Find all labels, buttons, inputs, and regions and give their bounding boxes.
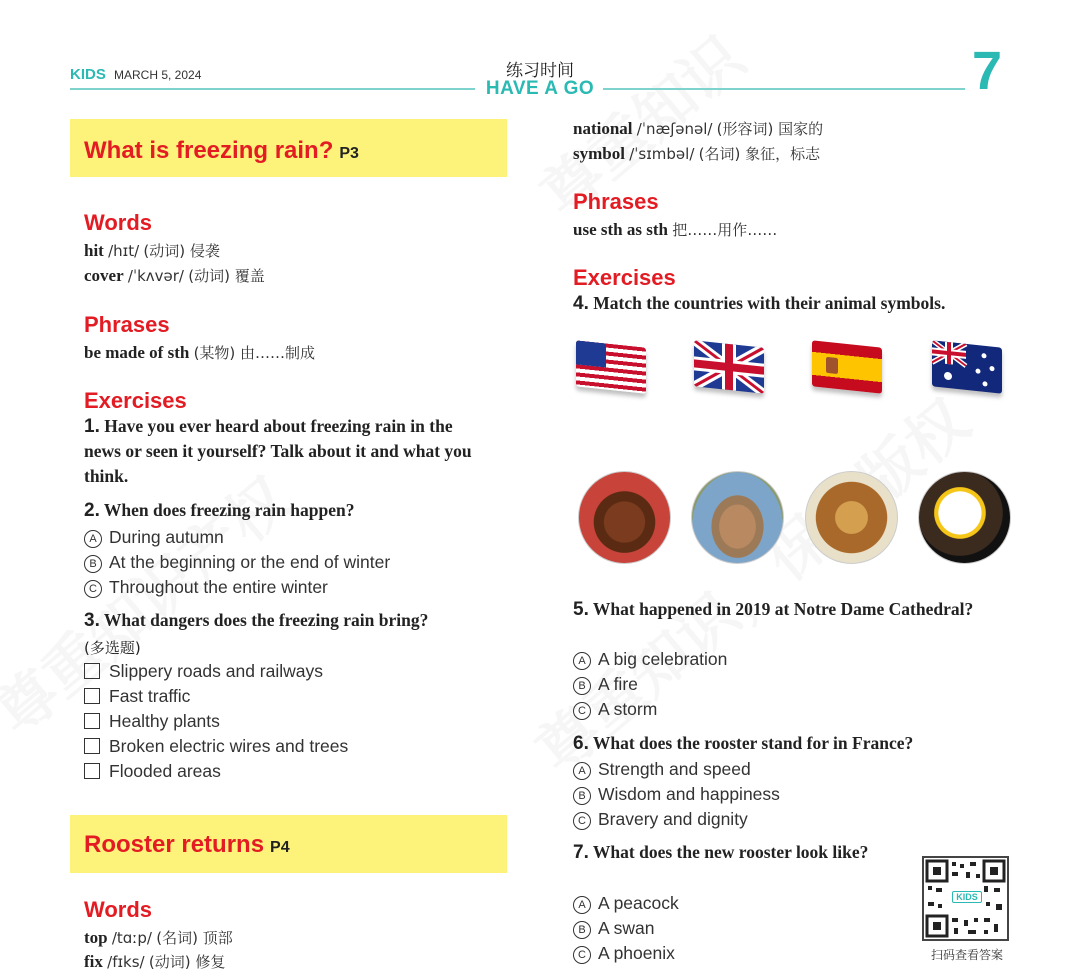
header-rule-right xyxy=(603,88,965,90)
question-3: 3. What dangers does the freezing rain bring? xyxy=(84,610,429,631)
qr-logo: KIDS xyxy=(952,891,982,903)
checkbox-option[interactable]: Broken electric wires and trees xyxy=(84,736,348,757)
checkbox-option[interactable]: Flooded areas xyxy=(84,761,221,782)
option-c[interactable]: C A phoenix xyxy=(573,943,675,964)
qr-caption: 扫码查看答案 xyxy=(930,948,1003,962)
phrase-entry: be made of sth (某物) 由……制成 xyxy=(84,343,316,362)
kangaroo-image xyxy=(691,471,784,564)
question-2: 2. When does freezing rain happen? xyxy=(84,500,355,521)
option-b[interactable]: B A swan xyxy=(573,918,654,939)
option-a[interactable]: A A big celebration xyxy=(573,649,727,670)
checkbox[interactable] xyxy=(84,663,100,679)
word-entry: fix /fɪks/ (动词) 修复 xyxy=(84,952,226,969)
word-entry: cover /ˈkʌvər/ (动词) 覆盖 xyxy=(84,266,265,285)
phrase-entry: use sth as sth 把……用作…… xyxy=(573,220,778,239)
bull-image xyxy=(578,471,671,564)
australia-flag xyxy=(932,340,1002,393)
section-title-cn: 练习时间 xyxy=(506,61,574,81)
section-banner xyxy=(70,815,507,873)
checkbox[interactable] xyxy=(84,738,100,754)
checkbox-option[interactable]: Healthy plants xyxy=(84,711,220,732)
words-heading: Words xyxy=(84,897,153,922)
eagle-image xyxy=(918,471,1011,564)
option-c[interactable]: C A storm xyxy=(573,699,657,720)
exercises-heading: Exercises xyxy=(84,388,187,413)
word-entry: top /tɑːp/ (名词) 顶部 xyxy=(84,928,233,947)
option-a[interactable]: A A peacock xyxy=(573,893,679,914)
header-rule-left xyxy=(70,88,475,90)
qr-code[interactable] xyxy=(922,856,1009,941)
exercises-heading: Exercises xyxy=(573,265,676,290)
section-title: What is freezing rain? P3 xyxy=(84,137,359,164)
issue-date: MARCH 5, 2024 xyxy=(114,68,202,82)
page-ref: P4 xyxy=(270,839,290,856)
question-1: 1. Have you ever heard about freezing rain in the news or seen it yourself? Talk about it and what you think. xyxy=(84,416,472,486)
phrases-heading: Phrases xyxy=(573,189,659,214)
option-c[interactable]: C Throughout the entire winter xyxy=(84,577,328,598)
question-5: 5. What happened in 2019 at Notre Dame Cathedral? xyxy=(573,599,974,620)
checkbox[interactable] xyxy=(84,713,100,729)
brand-name: KIDS xyxy=(70,66,106,83)
section-banner xyxy=(70,119,507,177)
word-entry: hit /hɪt/ (动词) 侵袭 xyxy=(84,241,220,260)
question-6: 6. What does the rooster stand for in France? xyxy=(573,733,914,754)
word-entry: symbol /ˈsɪmbəl/ (名词) 象征，标志 xyxy=(573,144,821,163)
usa-flag xyxy=(576,340,646,393)
question-note: (多选题) xyxy=(84,639,141,657)
page-ref: P3 xyxy=(339,145,359,162)
option-b[interactable]: B A fire xyxy=(573,674,638,695)
option-b[interactable]: B Wisdom and happiness xyxy=(573,784,780,805)
lion-image xyxy=(805,471,898,564)
question-7: 7. What does the new rooster look like? xyxy=(573,842,869,863)
question-4: 4. Match the countries with their animal symbols. xyxy=(573,293,946,314)
word-entry: national /ˈnæʃənəl/ (形容词) 国家的 xyxy=(573,119,824,138)
option-b[interactable]: B At the beginning or the end of winter xyxy=(84,552,390,573)
checkbox[interactable] xyxy=(84,688,100,704)
uk-flag xyxy=(694,340,764,393)
section-title: Rooster returns P4 xyxy=(84,831,290,858)
option-a[interactable]: A Strength and speed xyxy=(573,759,751,780)
phrases-heading: Phrases xyxy=(84,312,170,337)
checkbox-option[interactable]: Fast traffic xyxy=(84,686,190,707)
page-number: 7 xyxy=(972,41,1003,101)
section-title-en: HAVE A GO xyxy=(485,78,595,99)
checkbox[interactable] xyxy=(84,763,100,779)
checkbox-option[interactable]: Slippery roads and railways xyxy=(84,661,323,682)
watermark xyxy=(516,377,985,790)
option-a[interactable]: A During autumn xyxy=(84,527,224,548)
option-c[interactable]: C Bravery and dignity xyxy=(573,809,748,830)
words-heading: Words xyxy=(84,210,153,235)
spain-flag xyxy=(812,340,882,393)
